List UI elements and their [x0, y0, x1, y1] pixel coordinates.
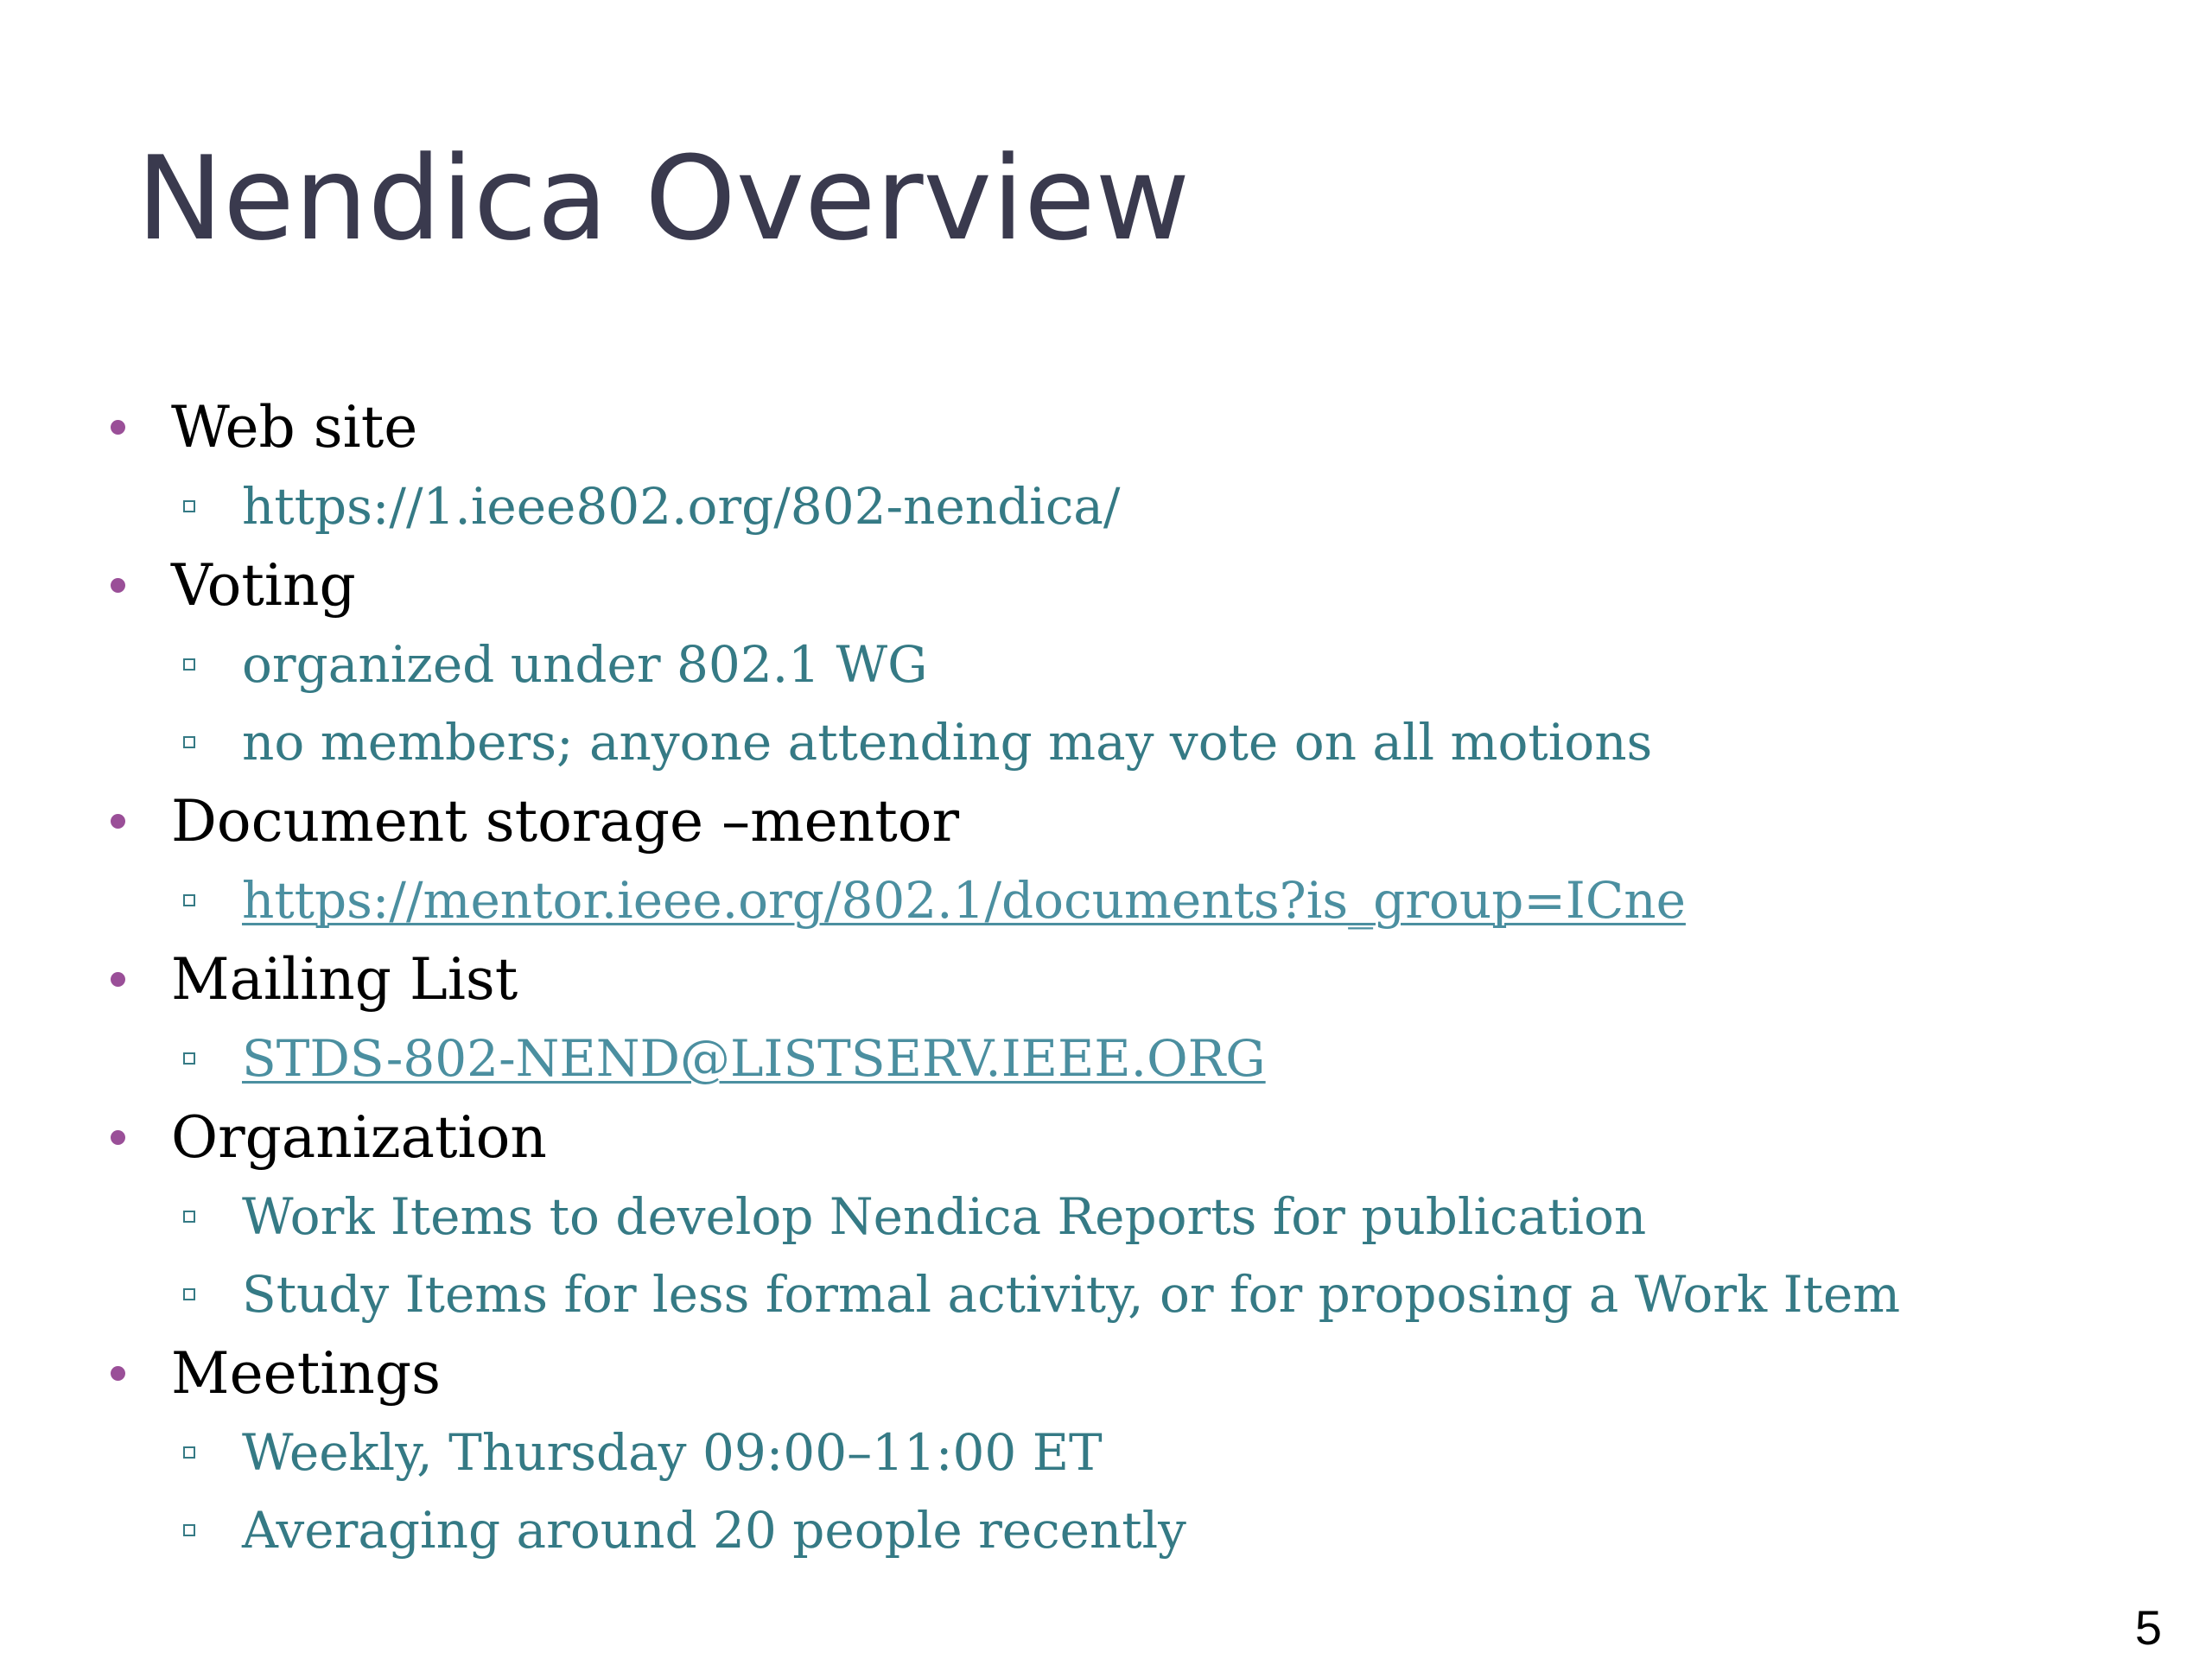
sub-bullet-work-items: [0, 1178, 2212, 1255]
bullet-dot-icon: [111, 1366, 125, 1381]
square-bullet-icon: [183, 1524, 195, 1536]
bullet-heading: Web site: [171, 394, 418, 461]
bullet-dot-icon: [111, 1130, 125, 1145]
bullet-list: [0, 387, 2212, 1569]
sub-bullet-voting-organized: [0, 626, 2212, 703]
square-bullet-icon: [183, 1052, 195, 1065]
sub-bullet-text: organized under 802.1 WG: [242, 635, 928, 694]
square-bullet-icon: [183, 658, 195, 671]
square-bullet-icon: [183, 1288, 195, 1300]
sub-bullet-text: Averaging around 20 people recently: [242, 1501, 1186, 1560]
sub-bullet-text: no members; anyone attending may vote on all motions: [242, 713, 1653, 772]
bullet-meetings: [0, 1333, 2212, 1414]
square-bullet-icon: [183, 736, 195, 748]
sub-bullet-text: Weekly, Thursday 09:00–11:00 ET: [242, 1423, 1103, 1482]
page-number: 5: [2134, 1600, 2162, 1655]
bullet-organization: [0, 1097, 2212, 1178]
square-bullet-icon: [183, 500, 195, 512]
sub-bullet-text: Work Items to develop Nendica Reports for publication: [242, 1187, 1647, 1246]
slide-title: Nendica Overview: [137, 131, 1191, 266]
square-bullet-icon: [183, 894, 195, 906]
sub-bullet-voting-members: [0, 703, 2212, 781]
bullet-heading: Voting: [171, 552, 356, 619]
sub-bullet-website-url: [0, 467, 2212, 545]
sub-bullet-weekly-schedule: [0, 1414, 2212, 1491]
bullet-dot-icon: [111, 972, 125, 987]
bullet-dot-icon: [111, 578, 125, 593]
bullet-dot-icon: [111, 420, 125, 435]
sub-bullet-attendance: [0, 1491, 2212, 1569]
square-bullet-icon: [183, 1446, 195, 1459]
bullet-heading: Document storage –mentor: [171, 788, 960, 855]
bullet-heading: Meetings: [171, 1340, 441, 1407]
mentor-documents-link[interactable]: https://mentor.ieee.org/802.1/documents?is_group=ICne: [242, 871, 1686, 930]
bullet-mailing-list: [0, 939, 2212, 1020]
sub-bullet-text: Study Items for less formal activity, or for proposing a Work Item: [242, 1265, 1901, 1324]
bullet-web-site: [0, 387, 2212, 467]
bullet-heading: Mailing List: [171, 946, 518, 1013]
bullet-dot-icon: [111, 814, 125, 829]
bullet-document-storage: [0, 781, 2212, 861]
sub-bullet-mailing-address: [0, 1020, 2212, 1097]
bullet-voting: [0, 545, 2212, 626]
bullet-heading: Organization: [171, 1104, 547, 1171]
mailing-list-link[interactable]: STDS-802-NEND@LISTSERV.IEEE.ORG: [242, 1029, 1266, 1088]
sub-bullet-text: https://1.ieee802.org/802-nendica/: [242, 477, 1121, 536]
sub-bullet-study-items: [0, 1255, 2212, 1333]
square-bullet-icon: [183, 1211, 195, 1223]
sub-bullet-mentor-link: [0, 861, 2212, 939]
